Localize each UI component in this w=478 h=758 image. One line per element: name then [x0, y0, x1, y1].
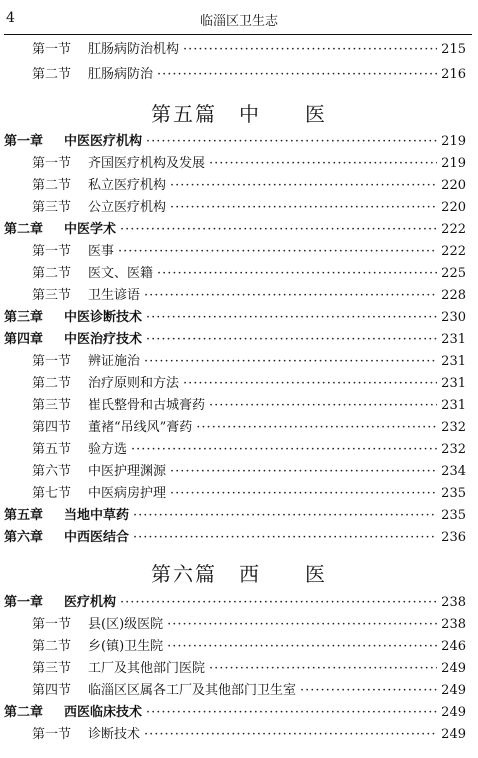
- toc-entry-number: 第一节: [32, 727, 72, 742]
- toc-entry-page: 220: [441, 200, 466, 215]
- toc-entry-title: 西医临床技术: [64, 705, 143, 720]
- toc-entry-number: 第四节: [32, 683, 72, 698]
- toc-entry-section: [32, 64, 466, 86]
- toc-entry-chapter: [4, 131, 466, 153]
- toc-entry-page: 219: [441, 156, 466, 171]
- toc-entry-number: 第一节: [32, 156, 72, 171]
- toc-entry-page: 230: [441, 310, 466, 325]
- toc-entry-page: 236: [441, 530, 466, 545]
- toc-entry-page: 231: [441, 376, 466, 391]
- toc-entry-section: [32, 483, 466, 505]
- toc-entry-section: [32, 263, 466, 285]
- toc-entry-number: 第四章: [4, 332, 44, 347]
- toc-entry-title: 肛肠病防治: [88, 67, 154, 82]
- toc-entry-section: [32, 724, 466, 746]
- toc-entry-number: 第四节: [32, 420, 72, 435]
- toc-entry-page: 215: [441, 42, 466, 57]
- dot-leader: [133, 505, 437, 527]
- toc-entry-title: 中医治疗技术: [64, 332, 143, 347]
- running-title: 临淄区卫生志: [199, 14, 278, 29]
- toc-entry-chapter: [4, 219, 466, 241]
- dot-leader: [170, 175, 437, 197]
- dot-leader: [133, 527, 437, 549]
- part-heading: 第五篇 中 医: [151, 102, 327, 126]
- dot-leader: [146, 329, 437, 351]
- toc-entry-number: 第二节: [32, 67, 72, 82]
- toc-entry-page: 246: [441, 639, 466, 654]
- toc-entry-page: 235: [441, 508, 466, 523]
- toc-entry-section: [32, 636, 466, 658]
- toc-entry-page: 234: [441, 464, 466, 479]
- dot-leader: [146, 702, 437, 724]
- toc-entry-page: 222: [441, 222, 466, 237]
- toc-entry-number: 第一节: [32, 354, 72, 369]
- toc-entry-title: 医疗机构: [64, 595, 117, 610]
- toc-entry-title: 验方选: [88, 442, 128, 457]
- toc-entry-title: 临淄区区属各工厂及其他部门卫生室: [88, 683, 297, 698]
- toc-entry-number: 第一章: [4, 134, 44, 149]
- dot-leader: [157, 64, 437, 86]
- dot-leader: [144, 351, 437, 373]
- dot-leader: [131, 439, 437, 461]
- toc-entry-title: 治疗原则和方法: [88, 376, 180, 391]
- toc-entry-page: 216: [441, 67, 466, 82]
- toc-entry-chapter: [4, 592, 466, 614]
- toc-entry-number: 第二节: [32, 178, 72, 193]
- toc-entry-page: 231: [441, 332, 466, 347]
- toc-entry-number: 第二节: [32, 376, 72, 391]
- toc-entry-number: 第五节: [32, 442, 72, 457]
- toc-entry-chapter: [4, 329, 466, 351]
- toc-entry-page: 249: [441, 683, 466, 698]
- toc-entry-page: 238: [441, 617, 466, 632]
- dot-leader: [170, 461, 437, 483]
- toc-entry-section: [32, 153, 466, 175]
- toc-entry-page: 225: [441, 266, 466, 281]
- toc-entry-section: [32, 175, 466, 197]
- toc-entry-number: 第一节: [32, 244, 72, 259]
- toc-entry-section: [32, 439, 466, 461]
- toc-entry-title: 中医护理渊源: [88, 464, 167, 479]
- toc-entry-chapter: [4, 307, 466, 329]
- toc-entry-title: 辨证施治: [88, 354, 141, 369]
- toc-entry-number: 第二节: [32, 639, 72, 654]
- toc-entry-title: 中医病房护理: [88, 486, 167, 501]
- toc-entry-title: 诊断技术: [88, 727, 141, 742]
- dot-leader: [300, 680, 437, 702]
- toc-entry-number: 第二章: [4, 705, 44, 720]
- toc-entry-number: 第三节: [32, 661, 72, 676]
- toc-entry-title: 医文、医籍: [88, 266, 154, 281]
- toc-entry-page: 228: [441, 288, 466, 303]
- toc-entry-section: [32, 241, 466, 263]
- toc-entry-section: [32, 373, 466, 395]
- toc-entry-section: [32, 395, 466, 417]
- toc-entry-number: 第七节: [32, 486, 72, 501]
- dot-leader: [118, 241, 437, 263]
- toc-entry-section: [32, 658, 466, 680]
- dot-leader: [167, 614, 437, 636]
- toc-entry-page: 222: [441, 244, 466, 259]
- toc-entry-number: 第一节: [32, 617, 72, 632]
- toc-entry-page: 232: [441, 442, 466, 457]
- toc-entry-section: [32, 197, 466, 219]
- dot-leader: [144, 724, 437, 746]
- dot-leader: [209, 658, 437, 680]
- toc-entry-title: 卫生谚语: [88, 288, 141, 303]
- toc-entry-title: 公立医疗机构: [88, 200, 167, 215]
- dot-leader: [144, 285, 437, 307]
- toc-entry-number: 第二节: [32, 266, 72, 281]
- toc-entry-page: 249: [441, 705, 466, 720]
- dot-leader: [120, 219, 437, 241]
- toc-entry-title: 中西医结合: [64, 530, 130, 545]
- dot-leader: [183, 39, 437, 61]
- dot-leader: [120, 592, 437, 614]
- toc-entry-section: [32, 351, 466, 373]
- toc-entry-page: 249: [441, 661, 466, 676]
- toc-entry-page: 219: [441, 134, 466, 149]
- toc-entry-page: 249: [441, 727, 466, 742]
- toc-entry-title: 乡(镇)卫生院: [88, 639, 164, 654]
- toc-entry-number: 第六章: [4, 530, 44, 545]
- toc-entry-section: [32, 680, 466, 702]
- dot-leader: [170, 197, 437, 219]
- toc-entry-section: [32, 461, 466, 483]
- toc-entry-page: 231: [441, 398, 466, 413]
- toc-entry-title: 董褚“吊线风”膏药: [88, 420, 193, 435]
- toc-entry-chapter: [4, 702, 466, 724]
- toc-entry-number: 第一章: [4, 595, 44, 610]
- toc-entry-title: 当地中草药: [64, 508, 130, 523]
- part-heading: 第六篇 西 医: [151, 562, 327, 586]
- dot-leader: [170, 483, 437, 505]
- toc-entry-page: 235: [441, 486, 466, 501]
- toc-entry-number: 第五章: [4, 508, 44, 523]
- toc-entry-title: 医事: [88, 244, 115, 259]
- dot-leader: [209, 395, 437, 417]
- toc-entry-number: 第一节: [32, 42, 72, 57]
- toc-entry-number: 第二章: [4, 222, 44, 237]
- toc-entry-chapter: [4, 527, 466, 549]
- dot-leader: [167, 636, 437, 658]
- toc-entry-number: 第三章: [4, 310, 44, 325]
- toc-entry-title: 中医医疗机构: [64, 134, 143, 149]
- toc-entry-number: 第三节: [32, 200, 72, 215]
- toc-entry-title: 工厂及其他部门医院: [88, 661, 206, 676]
- toc-entry-section: [32, 614, 466, 636]
- toc-entry-page: 231: [441, 354, 466, 369]
- toc-entry-section: [32, 417, 466, 439]
- toc-entry-title: 私立医疗机构: [88, 178, 167, 193]
- dot-leader: [146, 307, 437, 329]
- dot-leader: [209, 153, 437, 175]
- toc-entry-title: 中医学术: [64, 222, 117, 237]
- toc-entry-section: [32, 285, 466, 307]
- toc-entry-title: 崔氏整骨和古城膏药: [88, 398, 206, 413]
- toc-entry-title: 齐国医疗机构及发展: [88, 156, 206, 171]
- dot-leader: [196, 417, 437, 439]
- toc-entry-number: 第三节: [32, 288, 72, 303]
- header-rule: [4, 34, 472, 35]
- toc-entry-chapter: [4, 505, 466, 527]
- toc-entry-number: 第六节: [32, 464, 72, 479]
- page-header: [0, 0, 478, 36]
- toc-entry-page: 238: [441, 595, 466, 610]
- dot-leader: [183, 373, 437, 395]
- dot-leader: [157, 263, 437, 285]
- toc-entry-page: 232: [441, 420, 466, 435]
- toc-entry-title: 中医诊断技术: [64, 310, 143, 325]
- dot-leader: [146, 131, 437, 153]
- page-number: 4: [6, 10, 15, 26]
- toc-entry-page: 220: [441, 178, 466, 193]
- toc-entry-title: 肛肠病防治机构: [88, 42, 180, 57]
- toc-entry-section: [32, 39, 466, 61]
- toc-entry-title: 县(区)级医院: [88, 617, 164, 632]
- toc-entry-number: 第三节: [32, 398, 72, 413]
